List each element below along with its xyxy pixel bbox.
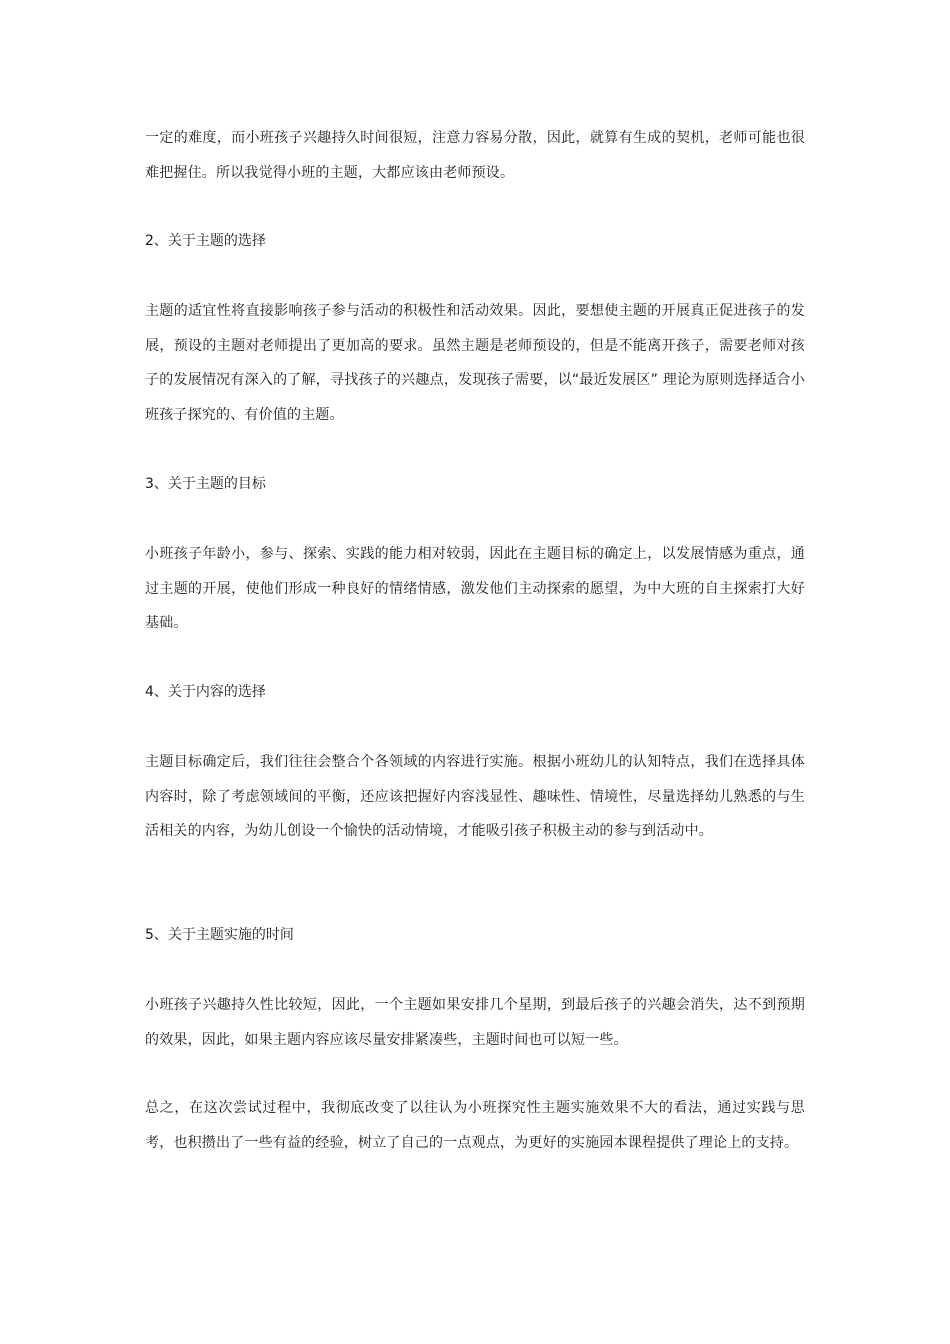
heading-topic-goals: 3、关于主题的目标 — [145, 476, 266, 492]
paragraph-topic-goals: 小班孩子年龄小，参与、探索、实践的能力相对较弱，因此在主题目标的确定上，以发展情感为重点，通过主题的开展，使他们形成一种良好的情绪情感，激发他们主动探索的愿望，为中大班的自主探索打大好基础。 — [145, 546, 805, 631]
paragraph-intro: 一定的难度，而小班孩子兴趣持久时间很短，注意力容易分散，因此，就算有生成的契机，老师可能也很难把握住。所以我觉得小班的主题，大都应该由老师预设。 — [145, 130, 805, 181]
paragraph-summary: 总之，在这次尝试过程中，我彻底改变了以往认为小班探究性主题实施效果不大的看法，通过实践与思考，也积攒出了一些有益的经验，树立了自己的一点观点，为更好的实施园本课程提供了理论上的支持。 — [145, 1100, 805, 1151]
heading-topic-selection: 2、关于主题的选择 — [145, 233, 266, 249]
paragraph-topic-selection: 主题的适宜性将直接影响孩子参与活动的积极性和活动效果。因此，要想使主题的开展真正促进孩子的发展，预设的主题对老师提出了更加高的要求。虽然主题是老师预设的，但是不能离开孩子，需要老师对孩子的发展情况有深入的了解，寻找孩子的兴趣点，发现孩子需要，以“最近发展区” 理论为原则选择适合小班孩子探究的、有价值的主题。 — [145, 303, 805, 423]
paragraph-implementation-time: 小班孩子兴趣持久性比较短，因此，一个主题如果安排几个星期，到最后孩子的兴趣会消失，达不到预期的效果，因此，如果主题内容应该尽量安排紧凑些，主题时间也可以短一些。 — [145, 997, 805, 1048]
heading-implementation-time: 5、关于主题实施的时间 — [145, 927, 294, 943]
paragraph-content-selection: 主题目标确定后，我们往往会整合个各领域的内容进行实施。根据小班幼儿的认知特点，我们在选择具体内容时，除了考虑领域间的平衡，还应该把握好内容浅显性、趣味性、情境性，尽量选择幼儿熟悉的与生活相关的内容，为幼儿创设一个愉快的活动情境，才能吸引孩子积极主动的参与到活动中。 — [145, 754, 805, 839]
heading-content-selection: 4、关于内容的选择 — [145, 684, 266, 700]
